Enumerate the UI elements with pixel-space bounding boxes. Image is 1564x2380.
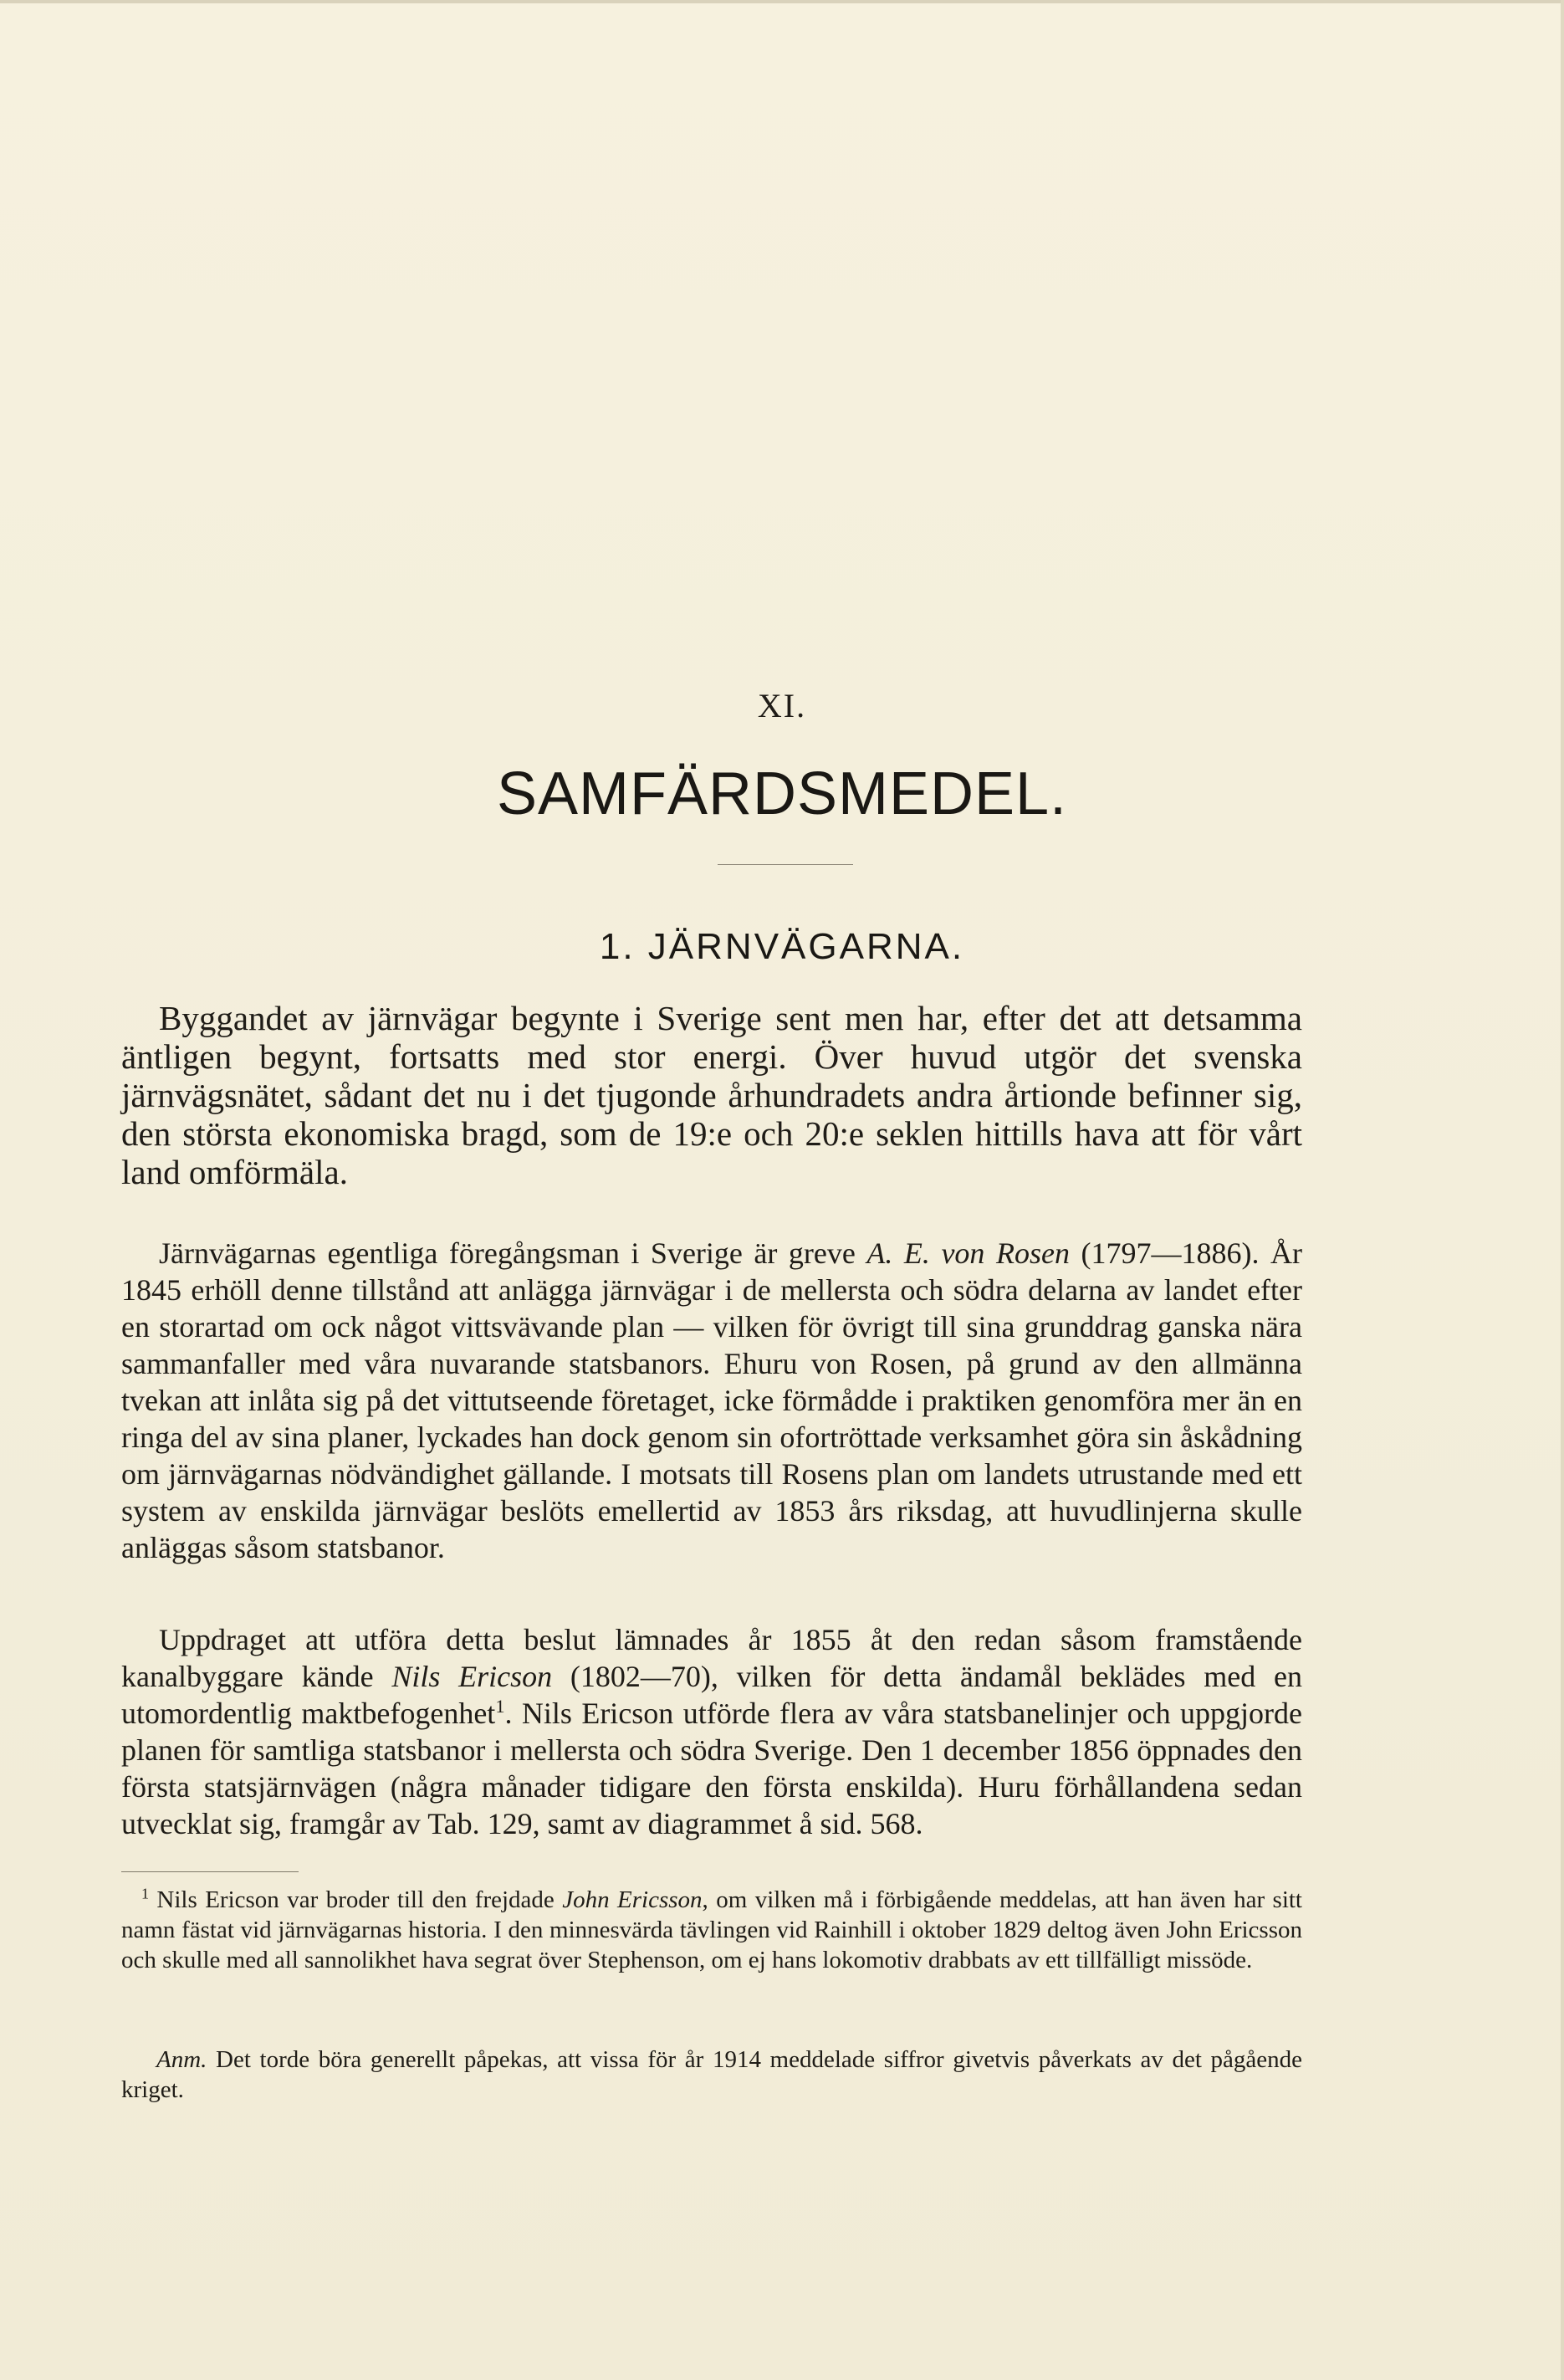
lead-paragraph: Byggandet av järnvägar begynte i Sverige sent men har, efter det att detsamma äntligen begynt, fortsatts med stor energi. Över huvud utgör det svenska järnvägsnätet, sådant det nu i det tjugonde århundradets andra årtionde befinner sig, den största ekonomiska bragd, som de 19:e och 20:e seklen hittills hava att för vårt land omförmäla. xyxy=(121,999,1302,1191)
annotation-note xyxy=(121,2045,1302,2105)
footnote-text: , om vilken må i förbigående meddelas, att han även har sitt namn fästat vid järnvägarnas historia. I den minnesvärda tävlingen vid Rainhill i oktober 1829 deltog även John Ericsson och skulle med all sannolikhet hava segrat över Stephenson, om ej hans lokomotiv drabbats av ett tillfälligt missöde. xyxy=(121,1886,1302,1973)
chapter-title: SAMFÄRDSMEDEL. xyxy=(496,760,1068,827)
footnote-divider xyxy=(121,1871,299,1872)
page-top-edge xyxy=(0,0,1564,3)
section-heading: 1. JÄRNVÄGARNA. xyxy=(599,926,965,967)
note-text: Det torde böra generellt påpekas, att vissa för år 1914 meddelade siffror givetvis påverkats av det pågående kriget. xyxy=(121,2046,1302,2103)
footnote-reference: 1 xyxy=(495,1696,505,1717)
person-name: John Ericsson xyxy=(562,1886,703,1913)
paragraph-rosen xyxy=(121,1235,1302,1566)
page-right-edge xyxy=(1561,0,1564,2380)
paragraph-text: (1802—70), vilken för detta ändamål beklädes med en utomordentlig maktbefogenhet xyxy=(121,1660,1302,1730)
person-name: Nils Ericson xyxy=(391,1660,553,1693)
paragraph-text: (1797—1886). År 1845 erhöll denne tillstånd att anlägga järnvägar i de mellersta och södra delarna av landet efter en storartad om ock något vittsvävande plan — vilken för övrigt till sina grunddrag ganska nära sammanfaller med våra nuvarande statsbanors. Ehuru von Rosen, på grund av den allmänna tvekan att inlåta sig på det vittutseende företaget, icke förmådde i praktiken genomföra mer än en ringa del av sina planer, lyckades han dock genom sin ofortröttade verksamhet göra sin åskådning om järnvägarnas nödvändighet gällande. I motsats till Rosens plan om landets utrustande med ett system av enskilda järnvägar beslöts emellertid av 1853 års riksdag, att huvudlinjerna skulle anläggas såsom statsbanor. xyxy=(121,1236,1302,1564)
paragraph-text: Järnvägarnas egentliga föregångsman i Sverige är greve xyxy=(159,1236,867,1270)
paragraph-ericson xyxy=(121,1621,1302,1842)
note-label: Anm. xyxy=(156,2046,207,2073)
paragraph-text: Uppdraget att utföra detta beslut lämnades år 1855 åt den redan såsom framstående kanalbyggare kände xyxy=(121,1623,1302,1693)
paragraph-text: . Nils Ericson utförde flera av våra statsbanelinjer och uppgjorde planen för samtliga statsbanor i mellersta och södra Sverige. Den 1 december 1856 öppnades den första statsjärnvägen (några månader tidigare den första enskilda). Huru förhållandena sedan utvecklat sig, framgår av Tab. 129, samt av diagrammet å sid. 568. xyxy=(121,1697,1302,1840)
person-name: A. E. von Rosen xyxy=(866,1236,1070,1270)
title-divider xyxy=(718,864,853,865)
footnote xyxy=(121,1885,1302,1975)
chapter-number: XI. xyxy=(757,687,807,724)
footnote-marker: 1 xyxy=(141,1885,149,1902)
footnote-text: Nils Ericson var broder till den frejdade xyxy=(148,1886,563,1913)
